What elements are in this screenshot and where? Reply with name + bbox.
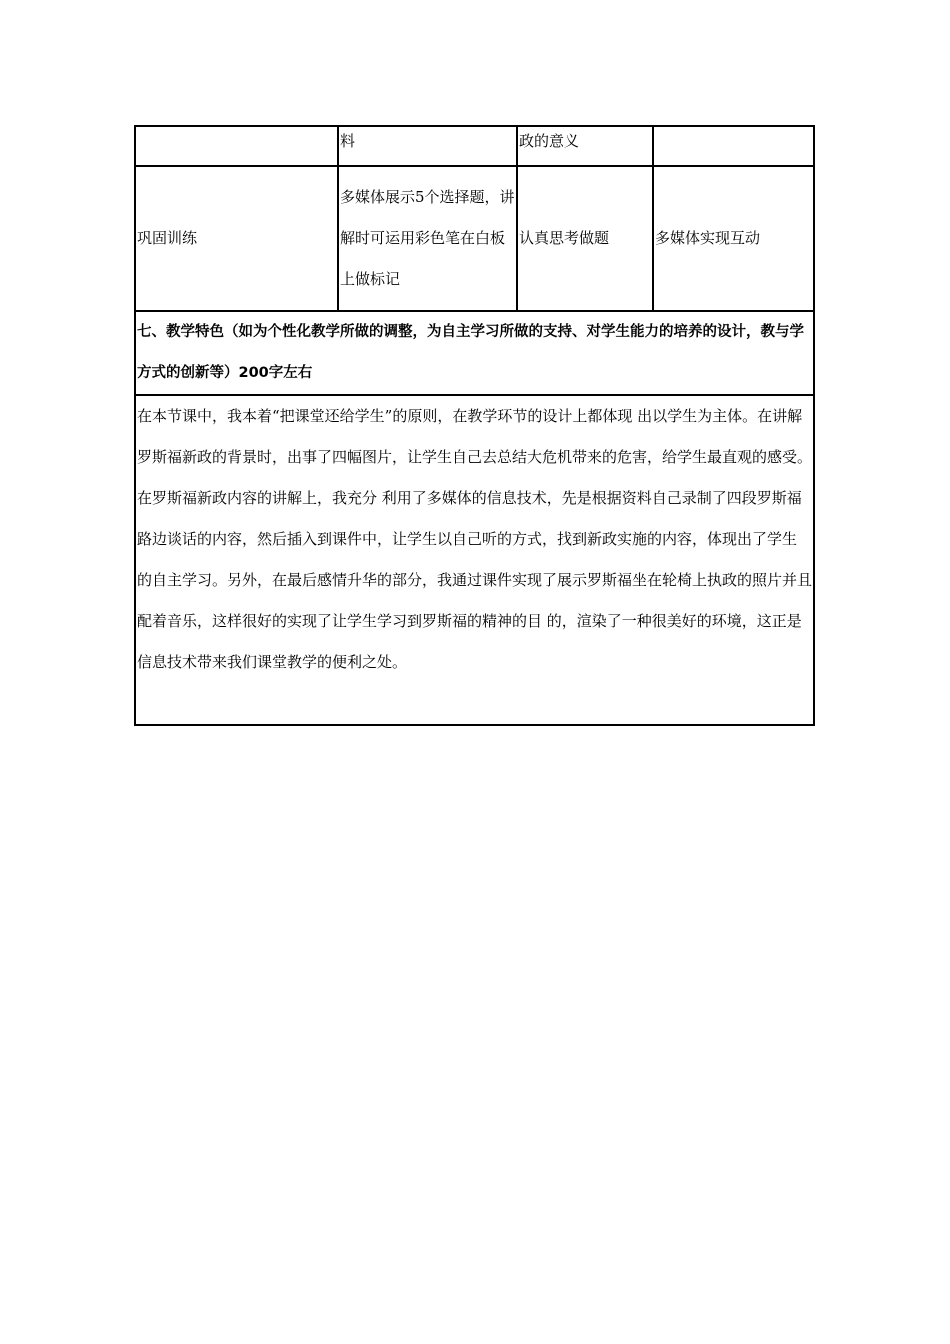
- table-cell-teacher-activity: 料: [338, 126, 517, 166]
- table-cell-media: [653, 126, 814, 166]
- table-cell-media: 多媒体实现互动: [653, 166, 814, 311]
- table-cell-student-activity: 认真思考做题: [517, 166, 653, 311]
- table-row: [135, 395, 814, 725]
- table-cell-stage: [135, 126, 338, 166]
- section-heading: 七、教学特色（如为个性化教学所做的调整，为自主学习所做的支持、对学生能力的培养的设计，教与学方式的创新等）200字左右: [135, 311, 814, 395]
- section-body-text: 在本节课中，我本着“把课堂还给学生”的原则，在教学环节的设计上都体现 出以学生为主体。在讲解罗斯福新政的背景时，出事了四幅图片，让学生自己去总结大危机带来的危害，给学生最直观的感受。在罗斯福新政内容的讲解上，我充分 利用了多媒体的信息技术，先是根据资料自己录制了四段罗斯福路边谈话的内容，然后插入到课件中，让学生以自己听的方式，找到新政实施的内容，体现出了学生 的自主学习。另外，在最后感情升华的部分，我通过课件实现了展示罗斯福坐在轮椅上执政的照片并且配着音乐，这样很好的实现了让学生学习到罗斯福的精神的目 的，渲染了一种很美好的环境，这正是信息技术带来我们课堂教学的便利之处。: [135, 395, 814, 725]
- lesson-plan-table: [134, 125, 815, 726]
- table-cell-student-activity: 政的意义: [517, 126, 653, 166]
- table-row: [135, 126, 814, 166]
- table-cell-teacher-activity: 多媒体展示5个选择题，讲解时可运用彩色笔在白板上做标记: [338, 166, 517, 311]
- table-row: [135, 166, 814, 311]
- table-row: [135, 311, 814, 395]
- table-cell-stage: 巩固训练: [135, 166, 338, 311]
